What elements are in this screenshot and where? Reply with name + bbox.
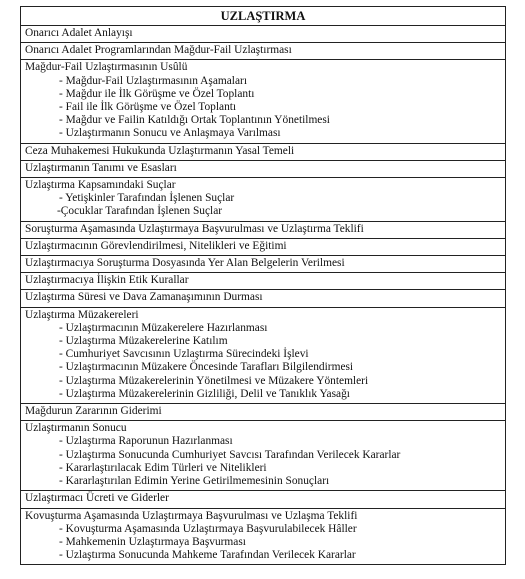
header-row xyxy=(21,7,506,26)
subtopic-item: - Uzlaştırma Müzakerelerinin Gizliliği, Delil ve Tanıklık Yasağı xyxy=(59,387,350,400)
table-row xyxy=(21,160,506,177)
subtopic-item: - Uzlaştırmacının Müzakerelere Hazırlanması xyxy=(59,321,268,334)
table-row xyxy=(21,256,506,273)
table-row xyxy=(21,238,506,255)
topic-cell xyxy=(21,160,506,177)
topic-cell xyxy=(21,307,506,403)
table-row xyxy=(21,221,506,238)
topic-title: Soruşturma Aşamasında Uzlaştırmaya Başvurulması ve Uzlaştırma Teklifi xyxy=(25,222,364,235)
subtopic-item: - Uzlaştırma Müzakerelerine Katılım xyxy=(59,335,228,348)
topic-cell xyxy=(21,508,506,565)
subtopic-item: - Uzlaştırma Sonucunda Mahkeme Tarafından Verilecek Kararlar xyxy=(59,549,356,562)
topic-cell xyxy=(21,404,506,421)
document xyxy=(20,6,506,565)
topic-cell xyxy=(21,43,506,60)
topic-title: Onarıcı Adalet Programlarından Mağdur-Fail Uzlaştırması xyxy=(25,44,292,57)
topics-table xyxy=(20,6,506,565)
topic-cell xyxy=(21,26,506,43)
subtopic-item: - Mağdur-Fail Uzlaştırmasının Aşamaları xyxy=(59,74,247,87)
table-title: UZLAŞTIRMA xyxy=(21,7,506,26)
topic-title: Uzlaştırmanın Sonucu xyxy=(25,422,127,435)
topic-cell xyxy=(21,491,506,508)
subtopic-item: - Kovuşturma Aşamasında Uzlaştırmaya Başvurulabilecek Hâller xyxy=(59,522,357,535)
subtopic-item: - Kararlaştırılan Edimin Yerine Getirilmemesinin Sonuçları xyxy=(59,475,330,488)
topic-title: Uzlaştırmacının Görevlendirilmesi, Nitelikleri ve Eğitimi xyxy=(25,239,287,252)
topic-title: Uzlaştırma Müzakereleri xyxy=(25,308,139,321)
topic-title: Mağdurun Zararının Giderimi xyxy=(25,405,162,418)
subtopic-item: - Mağdur ile İlk Görüşme ve Özel Toplantı xyxy=(59,87,255,100)
table-row xyxy=(21,273,506,290)
topic-title: Uzlaştırmacı Ücreti ve Giderler xyxy=(25,492,169,505)
subtopic-item: - Cumhuriyet Savcısının Uzlaştırma Sürecindeki İşlevi xyxy=(59,348,309,361)
topic-cell xyxy=(21,238,506,255)
subtopic-item: - Kararlaştırılacak Edim Türleri ve Nitelikleri xyxy=(59,461,267,474)
topic-title: Uzlaştırmanın Tanımı ve Esasları xyxy=(25,161,177,174)
topic-cell xyxy=(21,143,506,160)
subtopic-item: - Uzlaştırmacının Müzakere Öncesinde Tarafları Bilgilendirmesi xyxy=(59,361,354,374)
topic-cell xyxy=(21,60,506,143)
topic-title: Uzlaştırma Kapsamındaki Suçlar xyxy=(25,179,176,192)
topic-title: Ceza Muhakemesi Hukukunda Uzlaştırmanın Yasal Temeli xyxy=(25,144,295,157)
subtopic-item: - Uzlaştırmanın Sonucu ve Anlaşmaya Varılması xyxy=(59,127,281,140)
table-row xyxy=(21,508,506,565)
topic-title: Uzlaştırmacıya Soruşturma Dosyasında Yer Alan Belgelerin Verilmesi xyxy=(25,257,345,270)
table-row xyxy=(21,404,506,421)
topic-title: Kovuşturma Aşamasında Uzlaştırmaya Başvurulması ve Uzlaşma Teklifi xyxy=(25,509,358,522)
table-row xyxy=(21,143,506,160)
table-row xyxy=(21,491,506,508)
topic-cell xyxy=(21,421,506,491)
table-row xyxy=(21,307,506,403)
table-row xyxy=(21,43,506,60)
topic-title: Uzlaştırmacıya İlişkin Etik Kurallar xyxy=(25,274,189,287)
subtopic-item: - Uzlaştırma Sonucunda Cumhuriyet Savcısı Tarafından Verilecek Kararlar xyxy=(59,448,401,461)
topic-title: Uzlaştırma Süresi ve Dava Zamanaşımının Durması xyxy=(25,291,263,304)
table-row xyxy=(21,178,506,222)
subtopic-item: - Mağdur ve Failin Katıldığı Ortak Toplantının Yönetilmesi xyxy=(59,114,330,127)
subtopic-item: - Yetişkinler Tarafından İşlenen Suçlar xyxy=(59,192,235,205)
topic-cell xyxy=(21,221,506,238)
topic-title: Mağdur-Fail Uzlaştırmasının Usûlü xyxy=(25,61,188,74)
topic-cell xyxy=(21,273,506,290)
topic-cell xyxy=(21,256,506,273)
subtopic-item: - Uzlaştırma Raporunun Hazırlanması xyxy=(59,435,233,448)
topic-cell xyxy=(21,290,506,307)
table-row xyxy=(21,290,506,307)
subtopic-item: - Fail ile İlk Görüşme ve Özel Toplantı xyxy=(59,101,237,114)
subtopic-item: -Çocuklar Tarafından İşlenen Suçlar xyxy=(57,205,223,218)
subtopic-item: - Mahkemenin Uzlaştırmaya Başvurması xyxy=(59,535,246,548)
subtopic-item: - Uzlaştırma Müzakerelerinin Yönetilmesi ve Müzakere Yöntemleri xyxy=(59,374,369,387)
table-row xyxy=(21,60,506,143)
topic-title: Onarıcı Adalet Anlayışı xyxy=(25,27,133,39)
topic-cell xyxy=(21,178,506,222)
table-row xyxy=(21,421,506,491)
table-row xyxy=(21,26,506,43)
